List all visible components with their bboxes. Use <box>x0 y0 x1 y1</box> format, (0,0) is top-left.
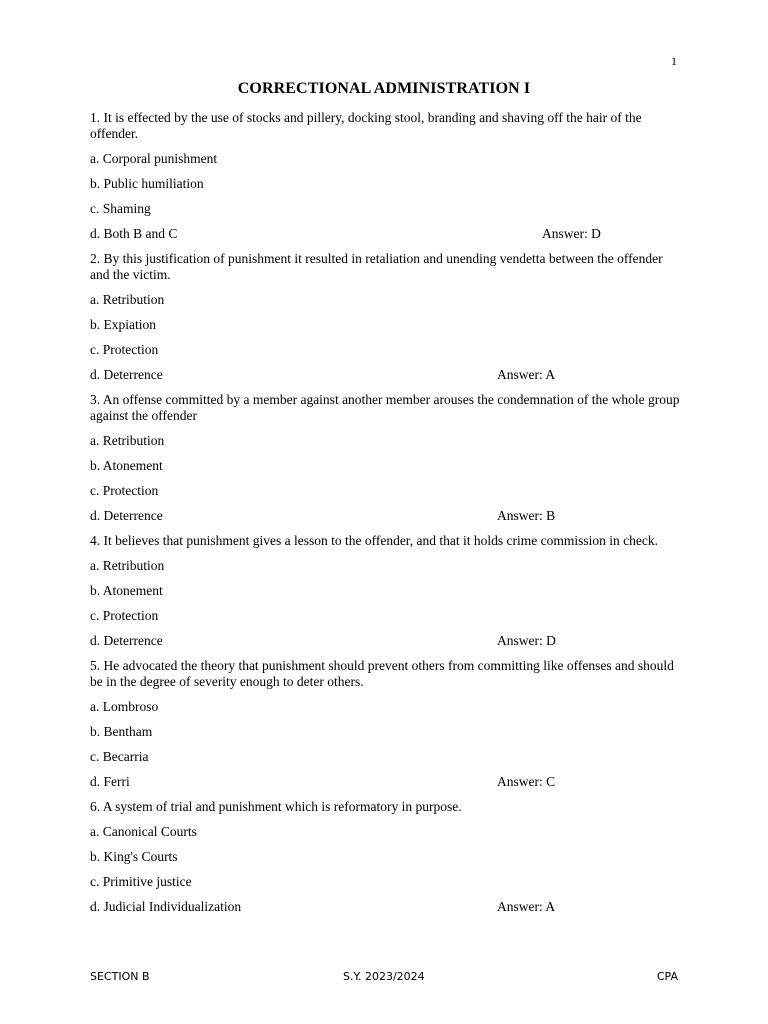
option-label: b. Expiation <box>90 317 156 332</box>
option-d <box>90 899 680 915</box>
option-label: a. Canonical Courts <box>90 824 197 839</box>
option-b <box>90 176 680 192</box>
option-label: b. Bentham <box>90 724 153 739</box>
question-text: 1. It is effected by the use of stocks and pillery, docking stool, branding and shaving off the hair of the offender. <box>90 110 642 141</box>
option-b <box>90 849 680 865</box>
option-a <box>90 699 680 715</box>
option-b <box>90 458 680 474</box>
question-list <box>90 110 680 924</box>
option-b <box>90 583 680 599</box>
option-label: d. Judicial Individualization <box>90 899 242 914</box>
answer-key: Answer: C <box>497 774 556 789</box>
option-label: c. Shaming <box>90 201 151 216</box>
document-title: CORRECTIONAL ADMINISTRATION I <box>237 80 531 97</box>
question-block <box>90 392 680 524</box>
footer-author: CPA <box>656 970 678 983</box>
option-d <box>90 633 680 649</box>
option-label: d. Deterrence <box>90 508 163 523</box>
option-label: d. Deterrence <box>90 367 163 382</box>
answer-key: Answer: A <box>497 899 556 914</box>
question-text: 3. An offense committed by a member against another member arouses the condemnation of the whole group against the offender <box>90 392 680 423</box>
question-block <box>90 110 680 242</box>
question-block <box>90 799 680 915</box>
option-c <box>90 749 680 765</box>
option-label: d. Ferri <box>90 774 130 789</box>
option-a <box>90 824 680 840</box>
footer-section: SECTION B <box>90 970 150 983</box>
option-label: d. Both B and C <box>90 226 178 241</box>
option-c <box>90 483 680 499</box>
question-block <box>90 658 680 790</box>
option-label: c. Becarria <box>90 749 149 764</box>
option-label: c. Protection <box>90 483 159 498</box>
answer-key: Answer: D <box>542 226 601 241</box>
option-label: c. Primitive justice <box>90 874 192 889</box>
option-label: b. Public humiliation <box>90 176 204 191</box>
option-label: a. Lombroso <box>90 699 159 714</box>
option-c <box>90 342 680 358</box>
option-label: b. Atonement <box>90 458 163 473</box>
question-block <box>90 251 680 383</box>
option-c <box>90 608 680 624</box>
option-label: a. Retribution <box>90 292 165 307</box>
option-d <box>90 367 680 383</box>
question-text: 6. A system of trial and punishment which is reformatory in purpose. <box>90 799 462 814</box>
page-number: 1 <box>671 54 677 68</box>
option-d <box>90 774 680 790</box>
option-d <box>90 508 680 524</box>
option-a <box>90 151 680 167</box>
option-d <box>90 226 680 242</box>
page-footer <box>90 970 678 986</box>
option-a <box>90 433 680 449</box>
option-label: a. Retribution <box>90 433 165 448</box>
option-label: c. Protection <box>90 342 159 357</box>
option-label: c. Protection <box>90 608 159 623</box>
question-text: 2. By this justification of punishment it resulted in retaliation and unending vendetta between the offender and the victim. <box>90 251 663 282</box>
option-c <box>90 201 680 217</box>
option-label: b. Atonement <box>90 583 163 598</box>
option-label: a. Corporal punishment <box>90 151 218 166</box>
option-b <box>90 317 680 333</box>
answer-key: Answer: A <box>497 367 556 382</box>
footer-school-year: S.Y. 2023/2024 <box>343 970 425 983</box>
option-b <box>90 724 680 740</box>
answer-key: Answer: D <box>497 633 556 648</box>
option-label: d. Deterrence <box>90 633 163 648</box>
option-a <box>90 292 680 308</box>
answer-key: Answer: B <box>497 508 556 523</box>
question-text: 5. He advocated the theory that punishment should prevent others from committing like offenses and should be in the degree of severity enough to deter others. <box>90 658 674 689</box>
question-text: 4. It believes that punishment gives a lesson to the offender, and that it holds crime commission in check. <box>90 533 658 548</box>
option-a <box>90 558 680 574</box>
question-block <box>90 533 680 649</box>
option-c <box>90 874 680 890</box>
option-label: b. King's Courts <box>90 849 178 864</box>
option-label: a. Retribution <box>90 558 165 573</box>
